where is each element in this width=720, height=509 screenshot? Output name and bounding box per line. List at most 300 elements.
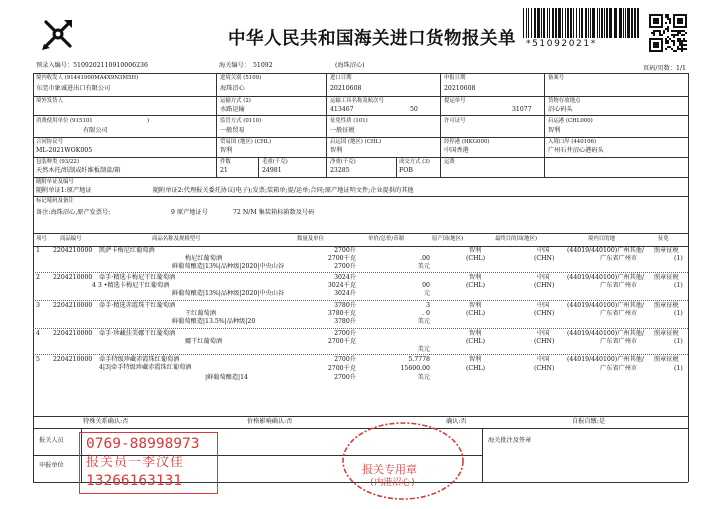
qr-module bbox=[667, 16, 669, 18]
qr-module bbox=[669, 46, 671, 48]
filing-number-label: 备案号 bbox=[548, 75, 565, 81]
customs-emblem-icon bbox=[38, 14, 78, 54]
qr-module bbox=[653, 14, 655, 16]
qr-module bbox=[651, 32, 653, 34]
customs-seal bbox=[340, 420, 466, 502]
storage-value: 沼心码头 bbox=[548, 106, 573, 113]
import-date-value: 20210608 bbox=[330, 85, 362, 92]
marks-label: 标记唛码及备注 bbox=[36, 198, 74, 204]
qr-module bbox=[649, 16, 651, 18]
declare-date-label: 申报日期 bbox=[444, 75, 466, 81]
barcode-bar bbox=[541, 8, 542, 38]
qr-module bbox=[651, 14, 653, 16]
goods-dest-code: (CHN) bbox=[534, 255, 555, 262]
price-influence-confirm: 价格影响确认:否 bbox=[247, 418, 293, 425]
qr-module bbox=[667, 28, 669, 30]
col-origin: 原产国(地区) bbox=[432, 236, 464, 242]
qr-module bbox=[677, 22, 679, 24]
barcode-bar bbox=[637, 8, 639, 38]
declare-date-value: 20210608 bbox=[444, 85, 476, 92]
qr-module bbox=[681, 18, 683, 20]
qr-module bbox=[673, 36, 675, 38]
qr-module bbox=[679, 14, 681, 16]
goods-levy-code: (1) bbox=[674, 338, 683, 345]
goods-price3: 美元 bbox=[417, 263, 430, 270]
origin-country-label: 启运国 (地区) (CHL) bbox=[330, 139, 382, 145]
barcode-bar bbox=[625, 8, 626, 38]
qr-module bbox=[663, 30, 665, 32]
qr-module bbox=[683, 40, 685, 42]
consumer-label: 消费使用单位 (915101 bbox=[36, 118, 93, 124]
qr-module bbox=[685, 20, 687, 22]
qr-module bbox=[685, 44, 687, 46]
license-label: 许可证号 bbox=[444, 118, 466, 124]
qr-module bbox=[655, 42, 657, 44]
barcode-bar bbox=[601, 8, 603, 38]
exemption-value: 一般征税 bbox=[330, 127, 355, 134]
qr-module bbox=[657, 44, 659, 46]
col-dest: 最终目的国(地区) bbox=[495, 236, 537, 242]
goods-origin-code: (CHL) bbox=[466, 255, 486, 262]
qr-module bbox=[673, 30, 675, 32]
goods-origin: 智利 bbox=[469, 247, 482, 254]
qr-module bbox=[649, 24, 651, 26]
col-qty: 数量及单位 bbox=[297, 236, 324, 242]
barcode-bar bbox=[627, 8, 630, 38]
storage-label: 货物存放地点 bbox=[548, 98, 581, 104]
qr-module bbox=[681, 46, 683, 48]
qr-module bbox=[655, 44, 657, 46]
qr-module bbox=[649, 38, 651, 40]
qr-module bbox=[665, 16, 667, 18]
qr-module bbox=[649, 46, 651, 48]
barcode-bar bbox=[565, 8, 566, 38]
marks-note: 备注:海珠沼心,原产发票号: bbox=[36, 209, 111, 216]
goods-price3: 美元 bbox=[417, 346, 430, 353]
goods-dest: 中国 bbox=[537, 302, 550, 309]
barcode-bar bbox=[609, 8, 612, 38]
goods-district: (44019/440100)广州其他/ bbox=[567, 274, 645, 281]
goods-levy: 照章征税 bbox=[654, 247, 679, 254]
qr-module bbox=[677, 26, 679, 28]
qr-module bbox=[651, 38, 653, 40]
goods-price2: . 0 bbox=[422, 310, 430, 317]
self-pay-confirm: 自报自缴:是 bbox=[572, 418, 606, 425]
trade-country-label: 贸易国 (地区) (CHL) bbox=[220, 139, 272, 145]
qr-module bbox=[661, 38, 663, 40]
voyage-value: 50 bbox=[410, 106, 418, 113]
qr-module bbox=[665, 22, 667, 24]
qr-module bbox=[679, 18, 681, 20]
qr-module bbox=[665, 40, 667, 42]
qr-module bbox=[663, 32, 665, 34]
goods-dest-code: (CHN) bbox=[534, 365, 555, 372]
qr-module bbox=[685, 24, 687, 26]
qr-module bbox=[685, 48, 687, 50]
declare-unit-label: 申报单位 bbox=[39, 462, 64, 469]
qr-module bbox=[685, 26, 687, 28]
goods-origin-code: (CHL) bbox=[466, 310, 486, 317]
qr-module bbox=[649, 18, 651, 20]
qr-module bbox=[677, 46, 679, 48]
goods-levy-code: (1) bbox=[674, 282, 683, 289]
qr-module bbox=[683, 34, 685, 36]
qr-module bbox=[667, 18, 669, 20]
qr-module bbox=[649, 22, 651, 24]
qr-module bbox=[655, 22, 657, 24]
goods-district2: 广东省广州市 bbox=[600, 365, 638, 372]
qr-module bbox=[667, 26, 669, 28]
customs-name: (海珠沼心) bbox=[335, 62, 365, 69]
goods-price2: .00 bbox=[420, 255, 430, 262]
qr-module bbox=[657, 38, 659, 40]
qr-module bbox=[661, 20, 663, 22]
qr-module bbox=[677, 20, 679, 22]
barcode-bar bbox=[531, 8, 532, 38]
goods-levy: 照章征税 bbox=[654, 330, 679, 337]
barcode-bar bbox=[552, 8, 554, 38]
goods-district2: 广东省广州市 bbox=[600, 282, 638, 289]
qr-module bbox=[671, 48, 673, 50]
goods-spec2: 鲜葡萄酿造|13%|品种级|2020|中央山谷 bbox=[172, 263, 285, 270]
barcode-bar bbox=[579, 8, 580, 38]
qr-module bbox=[683, 14, 685, 16]
goods-origin: 智利 bbox=[469, 356, 482, 363]
qr-module bbox=[675, 30, 677, 32]
qr-module bbox=[673, 42, 675, 44]
qr-module bbox=[683, 26, 685, 28]
barcode-bar bbox=[599, 8, 600, 38]
goods-qty3: 2700升 bbox=[334, 374, 356, 381]
barcode-bar bbox=[537, 8, 540, 38]
barcode-bar bbox=[543, 8, 545, 38]
gross-weight-value: 24981 bbox=[262, 167, 282, 174]
goods-levy: 照章征税 bbox=[654, 302, 679, 309]
supervision-label: 监管方式 (0110) bbox=[220, 118, 262, 124]
goods-origin: 智利 bbox=[469, 274, 482, 281]
col-district: 境内目的地 bbox=[588, 236, 615, 242]
vessel-label: 运输工具名称及航次号 bbox=[330, 98, 384, 104]
qr-module bbox=[661, 26, 663, 28]
qr-module bbox=[669, 38, 671, 40]
goods-code: 2204210000 bbox=[53, 302, 93, 309]
qr-module bbox=[653, 44, 655, 46]
qr-module bbox=[659, 14, 661, 16]
col-levy: 征免 bbox=[658, 236, 669, 242]
packing-value: 天然木托/纸制或纤维板制盒/箱 bbox=[36, 167, 121, 174]
barcode-bar bbox=[623, 8, 624, 38]
goods-district2: 广东省广州市 bbox=[600, 255, 638, 262]
goods-spec1: 干红葡萄酒 bbox=[185, 310, 216, 317]
goods-no: 3 bbox=[36, 302, 40, 309]
qr-module bbox=[679, 48, 681, 50]
qr-module bbox=[683, 48, 685, 50]
qr-module bbox=[681, 20, 683, 22]
transit-port-label: 经停港 (HKG000) bbox=[444, 139, 490, 145]
goods-origin-code: (CHL) bbox=[466, 365, 486, 372]
goods-price2: 00 bbox=[422, 282, 430, 289]
qr-module bbox=[673, 34, 675, 36]
qr-module bbox=[653, 26, 655, 28]
qr-module bbox=[659, 38, 661, 40]
goods-name: 牵手特级珍藏赤霞珠红葡萄酒 bbox=[99, 356, 180, 363]
goods-name: 牵手·精选赤霞珠干红葡萄酒 bbox=[99, 302, 176, 309]
qr-module bbox=[665, 14, 667, 16]
entry-port-label: 入境口岸 (440106) bbox=[548, 139, 597, 145]
goods-dest-code: (CHN) bbox=[534, 282, 555, 289]
qr-module bbox=[667, 46, 669, 48]
gross-weight-label: 毛重(千克) bbox=[262, 159, 288, 165]
qr-module bbox=[657, 30, 659, 32]
col-price: 单价/总价/币制 bbox=[368, 236, 404, 242]
qr-module bbox=[681, 42, 683, 44]
goods-district: (44019/440100)广州其他/ bbox=[567, 356, 645, 363]
goods-levy-code: (1) bbox=[674, 310, 683, 317]
qr-module bbox=[673, 20, 675, 22]
qr-module bbox=[677, 32, 679, 34]
qr-module bbox=[661, 46, 663, 48]
qr-module bbox=[685, 16, 687, 18]
qr-module bbox=[661, 24, 663, 26]
qr-module bbox=[653, 18, 655, 20]
qr-module bbox=[683, 30, 685, 32]
goods-name: 凯萨卡梅尼红葡萄酒 bbox=[99, 247, 155, 254]
qr-module bbox=[681, 34, 683, 36]
qr-module bbox=[671, 40, 673, 42]
barcode bbox=[521, 8, 641, 38]
customs-number: 51092 bbox=[253, 62, 273, 69]
goods-qty2: 2700千克 bbox=[327, 255, 356, 262]
qr-module bbox=[661, 34, 663, 36]
goods-qty3: 3780升 bbox=[334, 318, 356, 325]
owner-label: 境外发货人 bbox=[36, 98, 63, 104]
qr-module bbox=[653, 30, 655, 32]
barcode-bar bbox=[585, 8, 587, 38]
qr-module bbox=[657, 14, 659, 16]
col-code: 商品编号 bbox=[60, 236, 82, 242]
goods-origin: 智利 bbox=[469, 302, 482, 309]
barcode-bar bbox=[523, 8, 524, 38]
qr-module bbox=[683, 44, 685, 46]
barcode-bar bbox=[567, 8, 569, 38]
barcode-bar bbox=[588, 8, 589, 38]
departure-port-value: 智利 bbox=[548, 127, 561, 134]
qr-module bbox=[665, 42, 667, 44]
goods-dest-code: (CHN) bbox=[534, 338, 555, 345]
barcode-bar bbox=[614, 8, 617, 38]
qr-module bbox=[661, 14, 663, 16]
goods-qty1: 2700升 bbox=[334, 356, 356, 363]
qr-module bbox=[669, 22, 671, 24]
pieces-value: 21 bbox=[220, 167, 228, 174]
qr-module bbox=[655, 38, 657, 40]
qr-module bbox=[683, 38, 685, 40]
entry-port-value: 广州石井沼心港码头 bbox=[548, 147, 604, 154]
barcode-bar bbox=[631, 8, 633, 38]
barcode-bar bbox=[619, 8, 622, 38]
qr-module bbox=[653, 38, 655, 40]
goods-price3: 美元 bbox=[417, 318, 430, 325]
qr-module bbox=[661, 44, 663, 46]
docs-2: 随附单证2:代理报关委托协议(电子);发票;装箱单;提/运单;合同;原产地证明文件;企业提供的其他 bbox=[153, 187, 414, 194]
qr-module bbox=[659, 50, 661, 52]
pieces-label: 件数 bbox=[220, 159, 231, 165]
supervision-value: 一般贸易 bbox=[220, 127, 245, 134]
vessel-value: 413467 bbox=[330, 106, 354, 113]
barcode-bar bbox=[562, 8, 563, 38]
goods-qty2: 2700千克 bbox=[327, 365, 356, 372]
seal-outline-icon bbox=[340, 420, 466, 502]
qr-module bbox=[657, 22, 659, 24]
qr-module bbox=[655, 50, 657, 52]
transport-mode-label: 运输方式 (2) bbox=[220, 98, 251, 104]
consignee-label: 境内收发人 (91441900MA4X9N3M5H) bbox=[36, 75, 139, 81]
qr-module bbox=[661, 22, 663, 24]
barcode-bar bbox=[581, 8, 583, 38]
qr-module bbox=[667, 30, 669, 32]
goods-qty2: 3024千克 bbox=[327, 282, 356, 289]
trade-country-value: 智利 bbox=[220, 147, 233, 154]
goods-district: (44019/440100)广州其他/ bbox=[567, 247, 645, 254]
page-number: 页码/页数：1/1 bbox=[643, 65, 686, 72]
goods-price2: 15600.00 bbox=[400, 365, 430, 372]
barcode-bar bbox=[558, 8, 561, 38]
qr-module bbox=[671, 34, 673, 36]
qr-module bbox=[685, 32, 687, 34]
qr-module bbox=[679, 26, 681, 28]
goods-code: 2204210000 bbox=[53, 330, 93, 337]
goods-dest: 中国 bbox=[537, 330, 550, 337]
qr-module bbox=[649, 42, 651, 44]
qr-module bbox=[653, 22, 655, 24]
goods-qty3: 3024升 bbox=[334, 290, 356, 297]
qr-module bbox=[655, 46, 657, 48]
preentry-number: 预录入编号：5109202110910006236 bbox=[36, 62, 148, 69]
stamp-declarant: 报关员一李汶佳 bbox=[86, 455, 185, 470]
departure-port-label: 启运港 (CHL000) bbox=[548, 118, 593, 124]
special-relation-confirm: 特殊关系确认:否 bbox=[83, 418, 129, 425]
goods-qty2: 2700千克 bbox=[327, 338, 356, 345]
packing-label: 包装种类 (93/22) bbox=[36, 159, 80, 165]
goods-qty2: 3780千克 bbox=[327, 310, 356, 317]
qr-module bbox=[679, 32, 681, 34]
barcode-bar bbox=[592, 8, 595, 38]
goods-dest: 中国 bbox=[537, 274, 550, 281]
entry-customs-value: 海珠沼心 bbox=[220, 85, 245, 92]
qr-module bbox=[655, 30, 657, 32]
customs-remark-label: 海关批注及签章 bbox=[488, 437, 532, 444]
goods-code: 2204210000 bbox=[53, 247, 93, 254]
qr-module bbox=[653, 42, 655, 44]
page-title: 中华人民共和国海关进口货物报关单 bbox=[228, 29, 516, 49]
goods-price1: 5.7778 bbox=[408, 356, 430, 363]
goods-origin-code: (CHL) bbox=[466, 338, 486, 345]
barcode-bar bbox=[597, 8, 598, 38]
qr-module bbox=[657, 26, 659, 28]
qr-module bbox=[679, 22, 681, 24]
qr-module bbox=[653, 32, 655, 34]
barcode-number: *51092021* bbox=[526, 39, 597, 49]
qr-module bbox=[653, 50, 655, 52]
goods-qty1: 3024升 bbox=[334, 274, 356, 281]
qr-module bbox=[675, 50, 677, 52]
goods-price3: 美元 bbox=[417, 374, 430, 381]
qr-module bbox=[661, 16, 663, 18]
qr-module bbox=[673, 26, 675, 28]
qr-module bbox=[673, 24, 675, 26]
qr-module bbox=[665, 28, 667, 30]
qr-module bbox=[679, 40, 681, 42]
barcode-bar bbox=[604, 8, 605, 38]
qr-module bbox=[679, 44, 681, 46]
qr-module bbox=[673, 18, 675, 20]
qr-module bbox=[657, 18, 659, 20]
qr-module bbox=[677, 38, 679, 40]
qr-code bbox=[648, 14, 688, 52]
consignee-value: 东莞市象诚进出口有限公司 bbox=[36, 85, 111, 92]
qr-module bbox=[661, 42, 663, 44]
goods-code: 2204210000 bbox=[53, 356, 93, 363]
goods-district2: 广东省广州市 bbox=[600, 338, 638, 345]
qr-module bbox=[677, 18, 679, 20]
goods-no: 1 bbox=[36, 247, 40, 254]
qr-module bbox=[681, 14, 683, 16]
qr-module bbox=[669, 18, 671, 20]
barcode-bar bbox=[576, 8, 577, 38]
qr-module bbox=[685, 22, 687, 24]
barcode-bar bbox=[590, 8, 591, 38]
qr-module bbox=[679, 20, 681, 22]
barcode-bar bbox=[549, 8, 550, 38]
goods-price3: 元 bbox=[423, 290, 430, 297]
qr-module bbox=[681, 22, 683, 24]
qr-module bbox=[659, 32, 661, 34]
qr-module bbox=[659, 30, 661, 32]
bill-number-label: 提运单号 bbox=[444, 98, 466, 104]
declarant-stamp bbox=[79, 432, 218, 494]
barcode-bar bbox=[547, 8, 548, 38]
qr-module bbox=[677, 14, 679, 16]
qr-module bbox=[685, 40, 687, 42]
qr-module bbox=[661, 48, 663, 50]
qr-module bbox=[661, 50, 663, 52]
marks-extra: 72 N/M 集装箱标箱数及号码 bbox=[233, 209, 315, 216]
qr-module bbox=[673, 14, 675, 16]
qr-module bbox=[675, 14, 677, 16]
goods-dest: 中国 bbox=[537, 356, 550, 363]
goods-district: (44019/440100)广州其他/ bbox=[567, 330, 645, 337]
qr-module bbox=[655, 26, 657, 28]
goods-levy-code: (1) bbox=[674, 255, 683, 262]
barcode-bar bbox=[528, 8, 529, 38]
contract-value: ML-2021WOK005 bbox=[36, 147, 93, 154]
import-date-label: 进口日期 bbox=[330, 75, 352, 81]
qr-module bbox=[653, 46, 655, 48]
origin-country-value: 智利 bbox=[330, 147, 343, 154]
goods-spec2: 鲜葡萄酿造|13%|品种级|2020|中央山谷 bbox=[172, 290, 285, 297]
exemption-label: 征免性质 (101) bbox=[330, 118, 368, 124]
goods-qty1: 2700升 bbox=[334, 330, 356, 337]
seal-text-1: 报关专用章 bbox=[362, 463, 417, 476]
qr-module bbox=[667, 42, 669, 44]
contract-label: 合同协议号 bbox=[36, 139, 63, 145]
net-weight-label: 净重(千克) bbox=[330, 159, 356, 165]
goods-origin: 智利 bbox=[469, 330, 482, 337]
goods-no: 5 bbox=[36, 356, 40, 363]
qr-module bbox=[673, 16, 675, 18]
docs-1: 随附单证1:原产地证 bbox=[36, 187, 92, 194]
goods-dest-code: (CHN) bbox=[534, 310, 555, 317]
